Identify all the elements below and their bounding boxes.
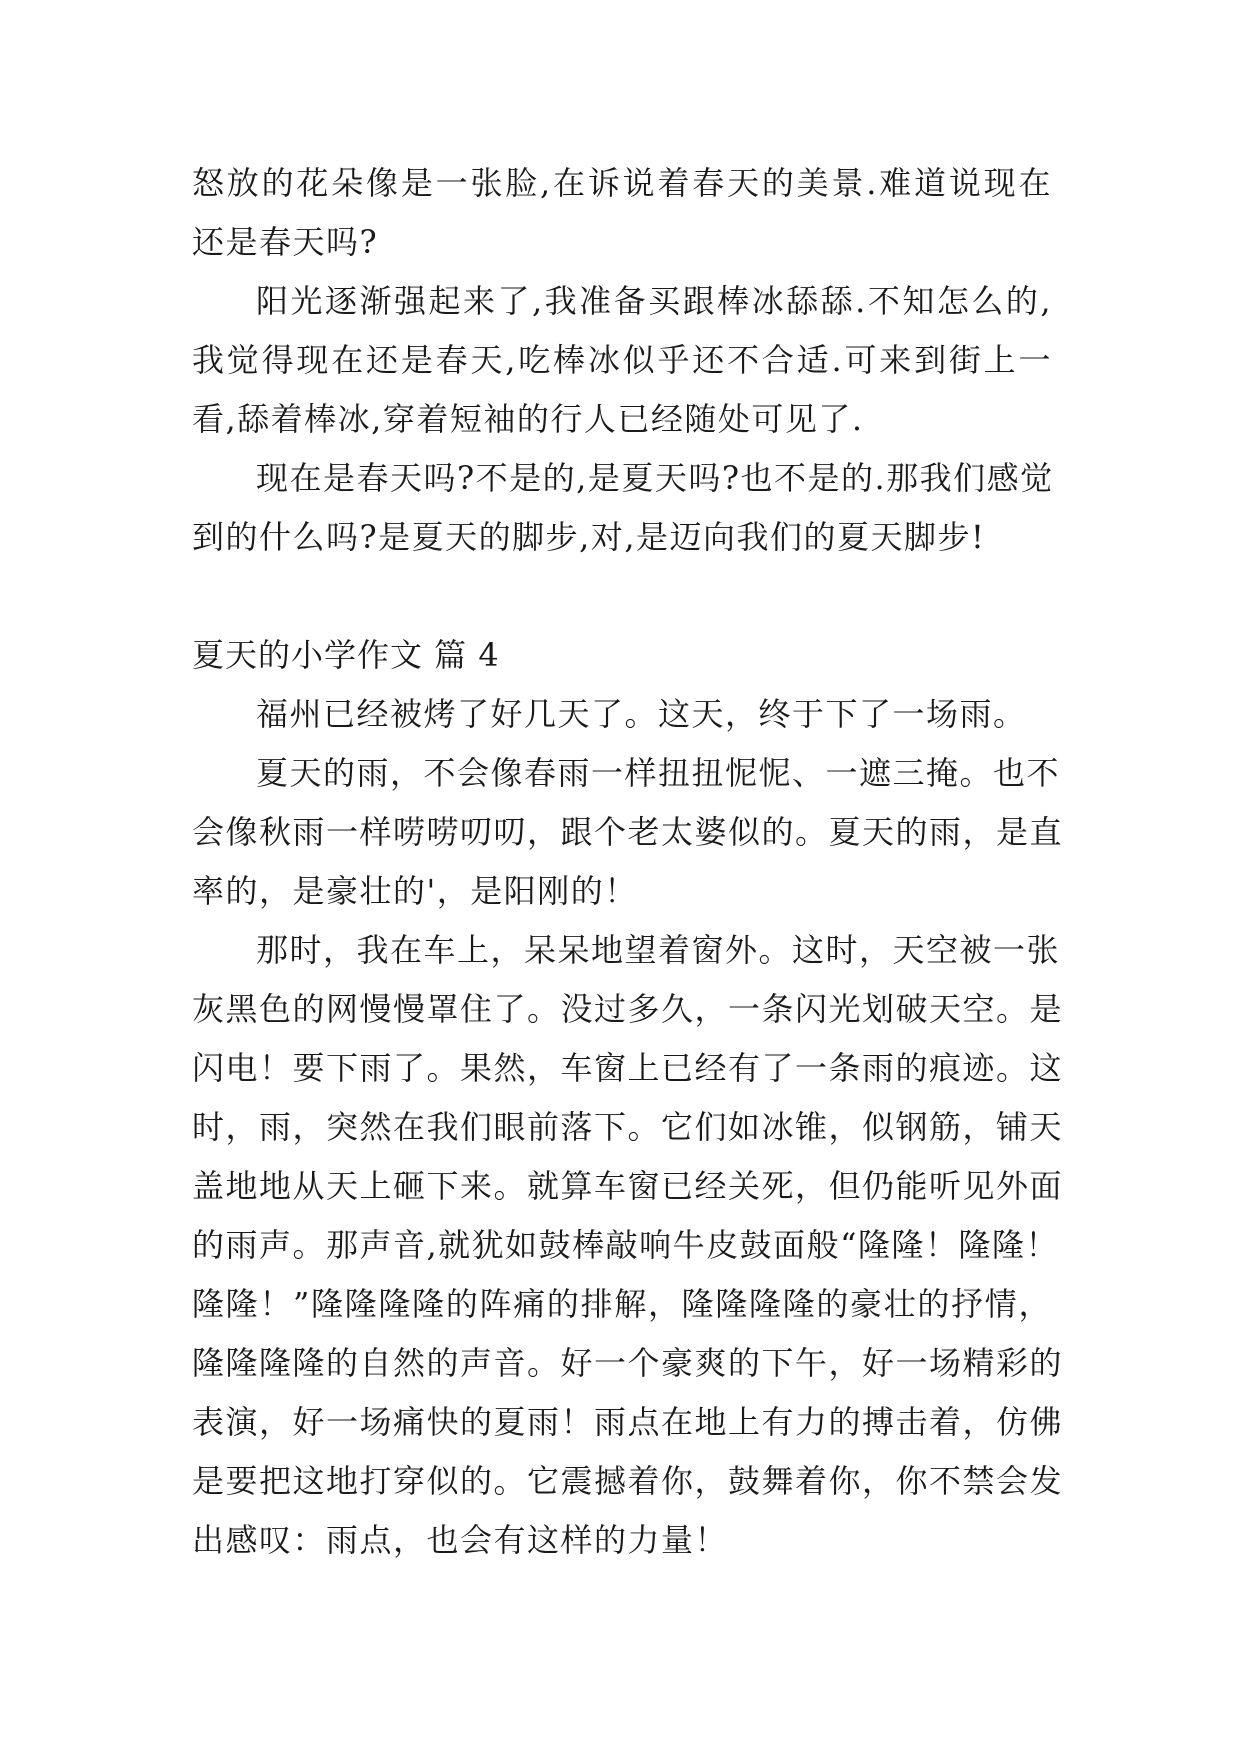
paragraph-line: 隆隆隆隆的自然的声音。好一个豪爽的下午，好一场精彩的	[192, 1344, 1064, 1382]
paragraph-line: 率的，是豪壮的'，是阳刚的！	[192, 872, 638, 910]
paragraph-line: 看,舔着棒冰,穿着短袖的行人已经随处可见了.	[192, 400, 864, 438]
section-heading: 夏天的小学作文 篇 4	[192, 636, 500, 674]
paragraph-line: 到的什么吗?是夏天的脚步,对,是迈向我们的夏天脚步!	[192, 518, 986, 556]
paragraph-line: 闪电！要下雨了。果然，车窗上已经有了一条雨的痕迹。这	[192, 1049, 1064, 1087]
paragraph-line: 隆隆！”隆隆隆隆的阵痛的排解，隆隆隆隆的豪壮的抒情，	[192, 1285, 1052, 1323]
paragraph-line: 出感叹：雨点，也会有这样的力量！	[192, 1521, 729, 1559]
paragraph-line: 夏天的雨，不会像春雨一样扭扭怩怩、一遮三掩。也不	[256, 754, 1061, 792]
paragraph-line: 福州已经被烤了好几天了。这天，终于下了一场雨。	[256, 695, 1027, 733]
paragraph-line: 怒放的花朵像是一张脸,在诉说着春天的美景.难道说现在	[192, 164, 1052, 202]
paragraph-line: 阳光逐渐强起来了,我准备买跟棒冰舔舔.不知怎么的,	[256, 282, 1052, 320]
paragraph-line: 灰黑色的网慢慢罩住了。没过多久，一条闪光划破天空。是	[192, 990, 1064, 1028]
paragraph-line: 会像秋雨一样唠唠叨叨，跟个老太婆似的。夏天的雨，是直	[192, 813, 1064, 851]
paragraph-line: 那时，我在车上，呆呆地望着窗外。这时，天空被一张	[256, 931, 1061, 969]
paragraph-line: 的雨声。那声音,就犹如鼓棒敲响牛皮鼓面般“隆隆！隆隆！	[192, 1226, 1060, 1264]
paragraph-line: 时，雨，突然在我们眼前落下。它们如冰锥，似钢筋，铺天	[192, 1108, 1064, 1146]
paragraph-line: 盖地地从天上砸下来。就算车窗已经关死，但仍能听见外面	[192, 1167, 1064, 1205]
paragraph-line: 是要把这地打穿似的。它震撼着你，鼓舞着你，你不禁会发	[192, 1462, 1064, 1500]
paragraph-line: 现在是春天吗?不是的,是夏天吗?也不是的.那我们感觉	[256, 459, 1054, 497]
paragraph-line: 表演，好一场痛快的夏雨！雨点在地上有力的搏击着，仿佛	[192, 1403, 1064, 1441]
paragraph-line: 还是春天吗?	[192, 223, 379, 261]
paragraph-line: 我觉得现在还是春天,吃棒冰似乎还不合适.可来到街上一	[192, 341, 1052, 379]
